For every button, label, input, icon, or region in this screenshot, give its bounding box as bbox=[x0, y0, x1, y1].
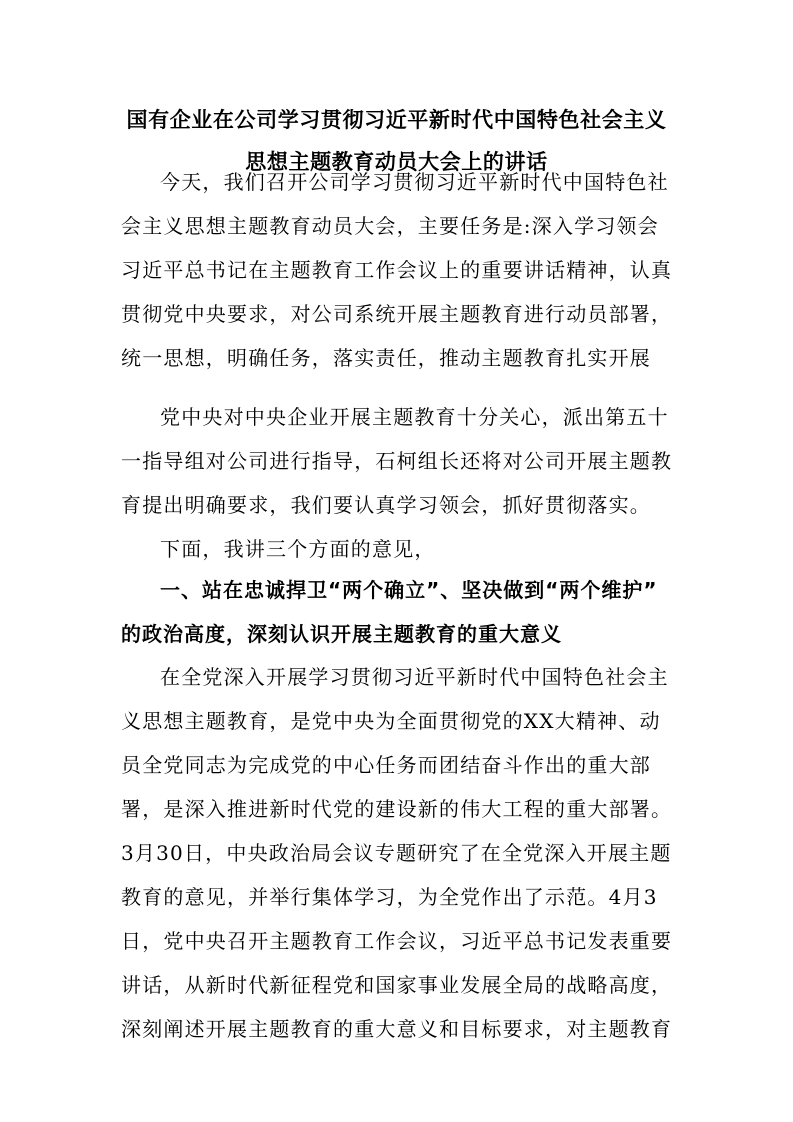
document-title-line-2: 思想主题教育动员大会上的讲话 bbox=[245, 150, 548, 174]
paragraph-line: 习近平总书记在主题教育工作会议上的重要讲话精神，认真 bbox=[121, 258, 673, 282]
paragraph-line: 统一思想，明确任务，落实责任，推动主题教育扎实开展 bbox=[121, 346, 651, 370]
paragraph-line: 会主义思想主题教育动员大会，主要任务是:深入学习领会 bbox=[121, 214, 659, 238]
paragraph-line: 义思想主题教育，是党中央为全面贯彻党的XX大精神、动 bbox=[121, 709, 661, 733]
paragraph-line: 育提出明确要求，我们要认真学习领会，抓好贯彻落实。 bbox=[121, 493, 651, 517]
paragraph-line: 讲话，从新时代新征程党和国家事业发展全局的战略高度， bbox=[121, 973, 673, 997]
paragraph-line: 贯彻党中央要求，对公司系统开展主题教育进行动员部署， bbox=[121, 302, 673, 326]
paragraph-line: 教育的意见，并举行集体学习，为全党作出了示范。4月3 bbox=[121, 885, 658, 909]
paragraph-line: 下面，我讲三个方面的意见， bbox=[160, 537, 436, 561]
document-title-line-1: 国有企业在公司学习贯彻习近平新时代中国特色社会主义 bbox=[126, 108, 667, 132]
paragraph-line: 党中央对中央企业开展主题教育十分关心，派出第五十 bbox=[160, 405, 669, 429]
section-heading-line: 一、站在忠诚捍卫“两个确立”、坚决做到“两个维护” bbox=[160, 578, 658, 602]
paragraph-line: 一指导组对公司进行指导，石柯组长还将对公司开展主题教 bbox=[121, 449, 673, 473]
paragraph-line: 署，是深入推进新时代党的建设新的伟大工程的重大部署。 bbox=[121, 797, 673, 821]
paragraph-line: 3月30日，中央政治局会议专题研究了在全党深入开展主题 bbox=[121, 841, 672, 865]
paragraph-line: 今天，我们召开公司学习贯彻习近平新时代中国特色社 bbox=[160, 170, 669, 194]
paragraph-line: 在全党深入开展学习贯彻习近平新时代中国特色社会主 bbox=[160, 665, 669, 689]
paragraph-line: 深刻阐述开展主题教育的重大意义和目标要求，对主题教育 bbox=[121, 1017, 673, 1041]
paragraph-line: 员全党同志为完成党的中心任务而团结奋斗作出的重大部 bbox=[121, 753, 651, 777]
section-heading-line: 的政治高度，深刻认识开展主题教育的重大意义 bbox=[121, 622, 562, 646]
paragraph-line: 日，党中央召开主题教育工作会议，习近平总书记发表重要 bbox=[121, 929, 673, 953]
